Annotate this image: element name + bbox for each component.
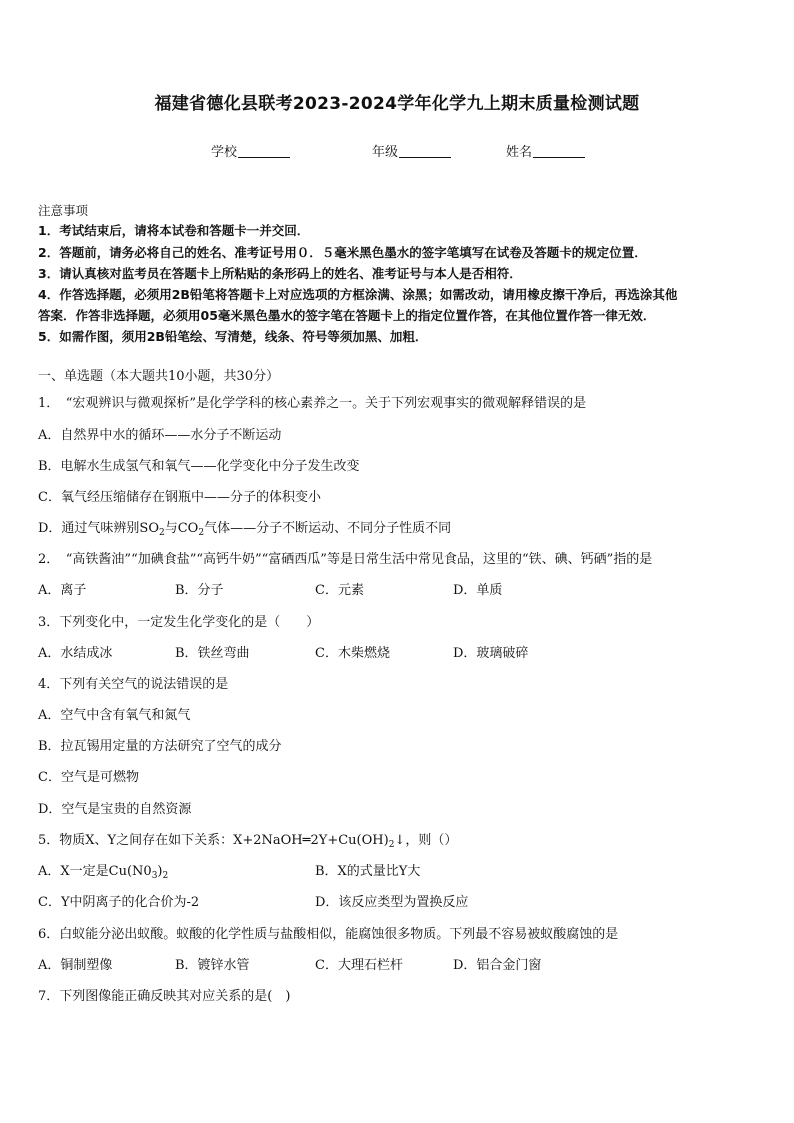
name-field	[506, 141, 585, 160]
q6-stem: 6．白蚁能分泌出蚁酸。蚁酸的化学性质与盐酸相似，能腐蚀很多物质。下列最不容易被蚁酸腐蚀的是	[38, 927, 619, 942]
q1-option-c: C．氧气经压缩储存在钢瓶中——分子的体积变小	[38, 490, 321, 505]
q1-option-a: A．自然界中水的循环——水分子不断运动	[38, 428, 282, 443]
q5-stem	[38, 833, 457, 849]
q1-d-mid: 与CO	[164, 521, 199, 536]
q5-option-c: C．Y中阴离子的化合价为-2	[38, 895, 200, 910]
q5-option-b: B．X的式量比Y大	[315, 864, 421, 879]
q5-stem-sub: 2	[388, 840, 395, 850]
q6-option-b: B．镀锌水管	[175, 958, 250, 973]
q6-option-a: A．铜制塑像	[38, 958, 113, 973]
school-field	[211, 141, 290, 160]
q4-stem: 4．下列有关空气的说法错误的是	[38, 677, 229, 692]
q5-a-post: )	[157, 864, 163, 879]
q1-d-sub2: 2	[198, 528, 205, 538]
grade-label: 年级	[372, 145, 399, 160]
q1-stem: 1． “宏观辨识与微观探析”是化学学科的核心素养之一。关于下列宏观事实的微观解释错误的是	[38, 396, 587, 411]
notice-item-3: 3．请认真核对监考员在答题卡上所粘贴的条形码上的姓名、准考证号与本人是否相符．	[38, 266, 522, 281]
q5-option-d: D．该反应类型为置换反应	[315, 895, 469, 910]
notice-item-4: 4．作答选择题，必须用2B铅笔将答题卡上对应选项的方框涂满、涂黑；如需改动，请用橡皮擦干净后，再选涂其他	[38, 287, 678, 302]
q3-option-b: B．铁丝弯曲	[175, 646, 250, 661]
q2-stem: 2． “高铁酱油”“加碘食盐”“高钙牛奶”“富硒西瓜”等是日常生活中常见食品，这里的“铁、碘、钙硒”指的是	[38, 552, 653, 567]
grade-blank	[399, 145, 451, 158]
q7-stem: 7．下列图像能正确反映其对应关系的是( )	[38, 989, 291, 1004]
q4-option-d: D．空气是宝贵的自然资源	[38, 802, 192, 817]
q1-d-sub1: 2	[159, 528, 165, 538]
school-blank	[238, 145, 290, 158]
q2-option-d: D．单质	[453, 583, 503, 598]
q5-option-a	[38, 864, 168, 880]
q5-stem-post: ↓，则（）	[394, 833, 458, 848]
q4-option-c: C．空气是可燃物	[38, 770, 139, 785]
q5-a-sub2: 2	[162, 871, 169, 881]
school-label: 学校	[211, 145, 238, 160]
notice-item-2: 2．答题前，请务必将自己的姓名、准考证号用０．５毫米黑色墨水的签字笔填写在试卷及答题卡的规定位置．	[38, 245, 647, 260]
q6-option-d: D．铝合金门窗	[453, 958, 542, 973]
section-heading: 一、单选题（本大题共10小题，共30分）	[38, 369, 280, 384]
notice-item-5: 5．如需作图，须用2B铅笔绘、写清楚，线条、符号等须加黑、加粗．	[38, 329, 428, 344]
exam-title: 福建省德化县联考2023-2024学年化学九上期末质量检测试题	[154, 94, 640, 114]
q1-option-d	[38, 521, 451, 537]
q2-option-b: B．分子	[175, 583, 224, 598]
q3-stem: 3．下列变化中，一定发生化学变化的是（ ）	[38, 615, 320, 630]
q3-option-c: C．木柴燃烧	[315, 646, 390, 661]
notice-item-1: 1．考试结束后，请将本试卷和答题卡一并交回．	[38, 223, 310, 238]
notice-item-4-cont: 答案．作答非选择题，必须用05毫米黑色墨水的签字笔在答题卡上的指定位置作答，在其他位置作答一律无效．	[38, 308, 656, 323]
q3-option-d: D．玻璃破碎	[453, 646, 529, 661]
q2-option-a: A．离子	[38, 583, 87, 598]
q5-stem-pre: 5．物质X、Y之间存在如下关系：X+2NaOH═2Y+Cu(OH)	[38, 833, 389, 848]
q3-option-a: A．水结成冰	[38, 646, 113, 661]
q1-d-pre: D．通过气味辨别SO	[38, 521, 159, 536]
q5-a-sub: 3	[151, 871, 158, 881]
q1-option-b: B．电解水生成氢气和氧气——化学变化中分子发生改变	[38, 459, 360, 474]
name-blank	[533, 145, 585, 158]
q6-option-c: C．大理石栏杆	[315, 958, 403, 973]
grade-field	[372, 141, 451, 160]
q4-option-a: A．空气中含有氧气和氮气	[38, 708, 191, 723]
notice-heading: 注意事项	[38, 203, 89, 218]
name-label: 姓名	[506, 145, 533, 160]
q5-a-pre: A．X一定是Cu(N0	[38, 864, 152, 879]
q2-option-c: C．元素	[315, 583, 364, 598]
q1-d-post: 气体——分子不断运动、不同分子性质不同	[204, 521, 452, 536]
q4-option-b: B．拉瓦锡用定量的方法研究了空气的成分	[38, 739, 282, 754]
